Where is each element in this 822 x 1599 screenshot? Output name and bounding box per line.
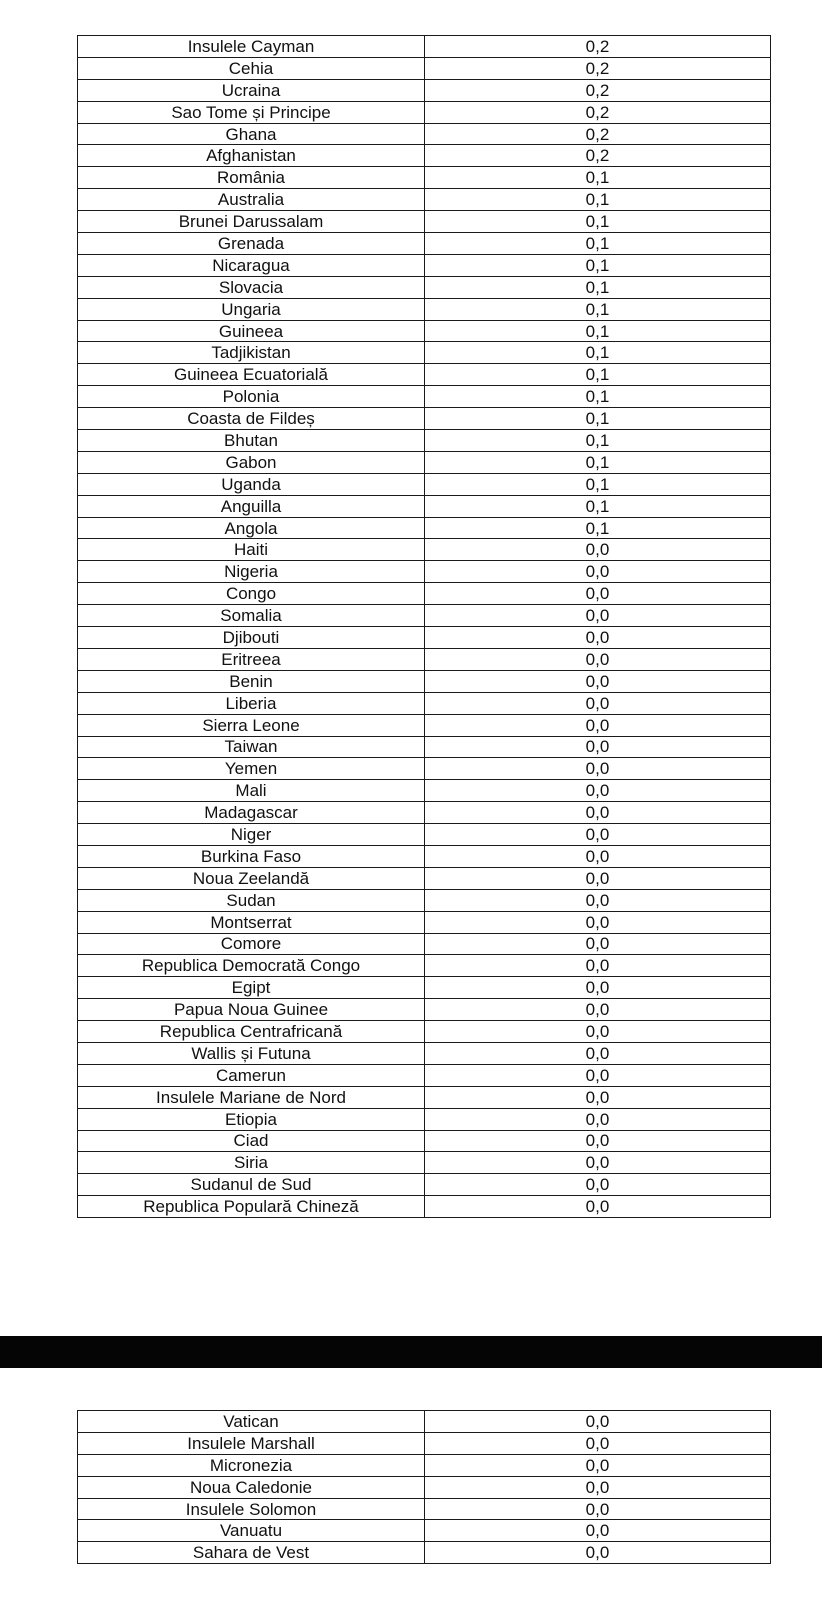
- country-name-cell: Wallis și Futuna: [78, 1042, 425, 1064]
- table-row: [78, 670, 771, 692]
- country-name-cell: Djibouti: [78, 627, 425, 649]
- country-name-cell: Niger: [78, 824, 425, 846]
- country-name-cell: Polonia: [78, 386, 425, 408]
- table-row: [78, 517, 771, 539]
- value-cell: 0,0: [425, 627, 771, 649]
- country-name-cell: Taiwan: [78, 736, 425, 758]
- value-cell: 0,0: [425, 583, 771, 605]
- country-name-cell: Nigeria: [78, 561, 425, 583]
- table-row: [78, 298, 771, 320]
- country-name-cell: Noua Caledonie: [78, 1476, 425, 1498]
- value-cell: 0,1: [425, 298, 771, 320]
- value-cell: 0,0: [425, 1432, 771, 1454]
- country-name-cell: Yemen: [78, 758, 425, 780]
- country-name-cell: Sao Tome și Principe: [78, 101, 425, 123]
- value-cell: 0,0: [425, 692, 771, 714]
- value-cell: 0,0: [425, 1542, 771, 1564]
- value-cell: 0,1: [425, 276, 771, 298]
- value-cell: 0,1: [425, 451, 771, 473]
- table-row: [78, 211, 771, 233]
- table-row: [78, 1064, 771, 1086]
- country-name-cell: Insulele Cayman: [78, 36, 425, 58]
- table-row: [78, 233, 771, 255]
- table-row: [78, 36, 771, 58]
- value-cell: 0,2: [425, 145, 771, 167]
- value-cell: 0,0: [425, 1476, 771, 1498]
- table-row: [78, 911, 771, 933]
- table-row: [78, 79, 771, 101]
- value-cell: 0,0: [425, 1454, 771, 1476]
- value-cell: 0,0: [425, 889, 771, 911]
- value-cell: 0,0: [425, 670, 771, 692]
- table-row: [78, 364, 771, 386]
- country-name-cell: Bhutan: [78, 430, 425, 452]
- table-row: [78, 802, 771, 824]
- country-name-cell: România: [78, 167, 425, 189]
- table-row: [78, 408, 771, 430]
- table-row: [78, 605, 771, 627]
- black-separator-bar: [0, 1336, 822, 1368]
- value-cell: 0,0: [425, 1086, 771, 1108]
- value-cell: 0,0: [425, 1196, 771, 1218]
- table-row: [78, 780, 771, 802]
- value-cell: 0,0: [425, 1021, 771, 1043]
- country-table-lower: [77, 1410, 771, 1564]
- country-name-cell: Montserrat: [78, 911, 425, 933]
- country-name-cell: Australia: [78, 189, 425, 211]
- value-cell: 0,2: [425, 36, 771, 58]
- table-row: [78, 1152, 771, 1174]
- table-row: [78, 101, 771, 123]
- table-row: [78, 999, 771, 1021]
- value-cell: 0,1: [425, 408, 771, 430]
- country-name-cell: Sahara de Vest: [78, 1542, 425, 1564]
- country-name-cell: Benin: [78, 670, 425, 692]
- table-row: [78, 451, 771, 473]
- country-name-cell: Guineea Ecuatorială: [78, 364, 425, 386]
- value-cell: 0,0: [425, 999, 771, 1021]
- table-row: [78, 57, 771, 79]
- value-cell: 0,0: [425, 714, 771, 736]
- value-cell: 0,1: [425, 473, 771, 495]
- table-row: [78, 1411, 771, 1433]
- value-cell: 0,0: [425, 780, 771, 802]
- country-name-cell: Etiopia: [78, 1108, 425, 1130]
- country-name-cell: Haiti: [78, 539, 425, 561]
- table-row: [78, 1130, 771, 1152]
- table-row: [78, 495, 771, 517]
- country-name-cell: Siria: [78, 1152, 425, 1174]
- value-cell: 0,0: [425, 1130, 771, 1152]
- table-row: [78, 473, 771, 495]
- table-row: [78, 736, 771, 758]
- value-cell: 0,1: [425, 233, 771, 255]
- table-row: [78, 189, 771, 211]
- value-cell: 0,2: [425, 101, 771, 123]
- country-name-cell: Republica Populară Chineză: [78, 1196, 425, 1218]
- value-cell: 0,2: [425, 79, 771, 101]
- value-cell: 0,0: [425, 758, 771, 780]
- table-row: [78, 824, 771, 846]
- table-row: [78, 276, 771, 298]
- value-cell: 0,0: [425, 955, 771, 977]
- value-cell: 0,0: [425, 802, 771, 824]
- country-name-cell: Angola: [78, 517, 425, 539]
- country-name-cell: Congo: [78, 583, 425, 605]
- country-table-upper-body: [78, 36, 771, 1218]
- country-name-cell: Burkina Faso: [78, 845, 425, 867]
- country-name-cell: Ghana: [78, 123, 425, 145]
- country-name-cell: Eritreea: [78, 648, 425, 670]
- country-name-cell: Guineea: [78, 320, 425, 342]
- table-row: [78, 386, 771, 408]
- value-cell: 0,0: [425, 1174, 771, 1196]
- table-row: [78, 1454, 771, 1476]
- country-name-cell: Uganda: [78, 473, 425, 495]
- table-row: [78, 561, 771, 583]
- table-row: [78, 714, 771, 736]
- value-cell: 0,0: [425, 824, 771, 846]
- value-cell: 0,2: [425, 123, 771, 145]
- country-name-cell: Insulele Marshall: [78, 1432, 425, 1454]
- value-cell: 0,0: [425, 539, 771, 561]
- country-name-cell: Slovacia: [78, 276, 425, 298]
- value-cell: 0,0: [425, 561, 771, 583]
- value-cell: 0,0: [425, 1520, 771, 1542]
- value-cell: 0,1: [425, 495, 771, 517]
- value-cell: 0,0: [425, 977, 771, 999]
- table-row: [78, 627, 771, 649]
- table-row: [78, 583, 771, 605]
- country-name-cell: Afghanistan: [78, 145, 425, 167]
- table-row: [78, 692, 771, 714]
- value-cell: 0,1: [425, 189, 771, 211]
- table-row: [78, 1432, 771, 1454]
- table-row: [78, 1476, 771, 1498]
- country-name-cell: Republica Centrafricană: [78, 1021, 425, 1043]
- country-name-cell: Camerun: [78, 1064, 425, 1086]
- value-cell: 0,0: [425, 933, 771, 955]
- table-row: [78, 845, 771, 867]
- country-name-cell: Nicaragua: [78, 254, 425, 276]
- country-name-cell: Somalia: [78, 605, 425, 627]
- country-name-cell: Coasta de Fildeș: [78, 408, 425, 430]
- table-row: [78, 1021, 771, 1043]
- country-name-cell: Ucraina: [78, 79, 425, 101]
- value-cell: 0,0: [425, 736, 771, 758]
- value-cell: 0,1: [425, 320, 771, 342]
- country-name-cell: Insulele Mariane de Nord: [78, 1086, 425, 1108]
- table-row: [78, 1498, 771, 1520]
- table-row: [78, 123, 771, 145]
- country-name-cell: Sudanul de Sud: [78, 1174, 425, 1196]
- table-row: [78, 758, 771, 780]
- table-row: [78, 254, 771, 276]
- country-name-cell: Liberia: [78, 692, 425, 714]
- value-cell: 0,0: [425, 605, 771, 627]
- country-name-cell: Insulele Solomon: [78, 1498, 425, 1520]
- value-cell: 0,1: [425, 517, 771, 539]
- country-name-cell: Sudan: [78, 889, 425, 911]
- table-row: [78, 1196, 771, 1218]
- country-table-upper: [77, 35, 771, 1218]
- table-row: [78, 1108, 771, 1130]
- value-cell: 0,0: [425, 1498, 771, 1520]
- country-name-cell: Madagascar: [78, 802, 425, 824]
- country-name-cell: Cehia: [78, 57, 425, 79]
- country-name-cell: Sierra Leone: [78, 714, 425, 736]
- table-row: [78, 430, 771, 452]
- country-name-cell: Republica Democrată Congo: [78, 955, 425, 977]
- table-row: [78, 867, 771, 889]
- table-row: [78, 1542, 771, 1564]
- table-row: [78, 320, 771, 342]
- country-name-cell: Vatican: [78, 1411, 425, 1433]
- value-cell: 0,1: [425, 386, 771, 408]
- country-name-cell: Anguilla: [78, 495, 425, 517]
- value-cell: 0,0: [425, 1064, 771, 1086]
- table-row: [78, 342, 771, 364]
- table-row: [78, 933, 771, 955]
- value-cell: 0,1: [425, 167, 771, 189]
- value-cell: 0,0: [425, 845, 771, 867]
- value-cell: 0,1: [425, 211, 771, 233]
- country-table-lower-body: [78, 1411, 771, 1564]
- value-cell: 0,1: [425, 364, 771, 386]
- table-row: [78, 145, 771, 167]
- value-cell: 0,2: [425, 57, 771, 79]
- country-name-cell: Egipt: [78, 977, 425, 999]
- value-cell: 0,1: [425, 430, 771, 452]
- value-cell: 0,0: [425, 1411, 771, 1433]
- table-row: [78, 1174, 771, 1196]
- country-name-cell: Comore: [78, 933, 425, 955]
- country-name-cell: Ciad: [78, 1130, 425, 1152]
- value-cell: 0,1: [425, 254, 771, 276]
- value-cell: 0,0: [425, 1108, 771, 1130]
- table-row: [78, 889, 771, 911]
- table-row: [78, 539, 771, 561]
- country-name-cell: Micronezia: [78, 1454, 425, 1476]
- table-row: [78, 648, 771, 670]
- table-row: [78, 1086, 771, 1108]
- table-row: [78, 955, 771, 977]
- value-cell: 0,0: [425, 1152, 771, 1174]
- country-name-cell: Mali: [78, 780, 425, 802]
- table-row: [78, 167, 771, 189]
- country-name-cell: Vanuatu: [78, 1520, 425, 1542]
- country-name-cell: Tadjikistan: [78, 342, 425, 364]
- value-cell: 0,0: [425, 648, 771, 670]
- country-name-cell: Brunei Darussalam: [78, 211, 425, 233]
- value-cell: 0,0: [425, 867, 771, 889]
- value-cell: 0,1: [425, 342, 771, 364]
- table-row: [78, 1042, 771, 1064]
- value-cell: 0,0: [425, 911, 771, 933]
- table-row: [78, 1520, 771, 1542]
- country-name-cell: Grenada: [78, 233, 425, 255]
- country-name-cell: Noua Zeelandă: [78, 867, 425, 889]
- country-name-cell: Ungaria: [78, 298, 425, 320]
- country-name-cell: Gabon: [78, 451, 425, 473]
- country-name-cell: Papua Noua Guinee: [78, 999, 425, 1021]
- table-row: [78, 977, 771, 999]
- value-cell: 0,0: [425, 1042, 771, 1064]
